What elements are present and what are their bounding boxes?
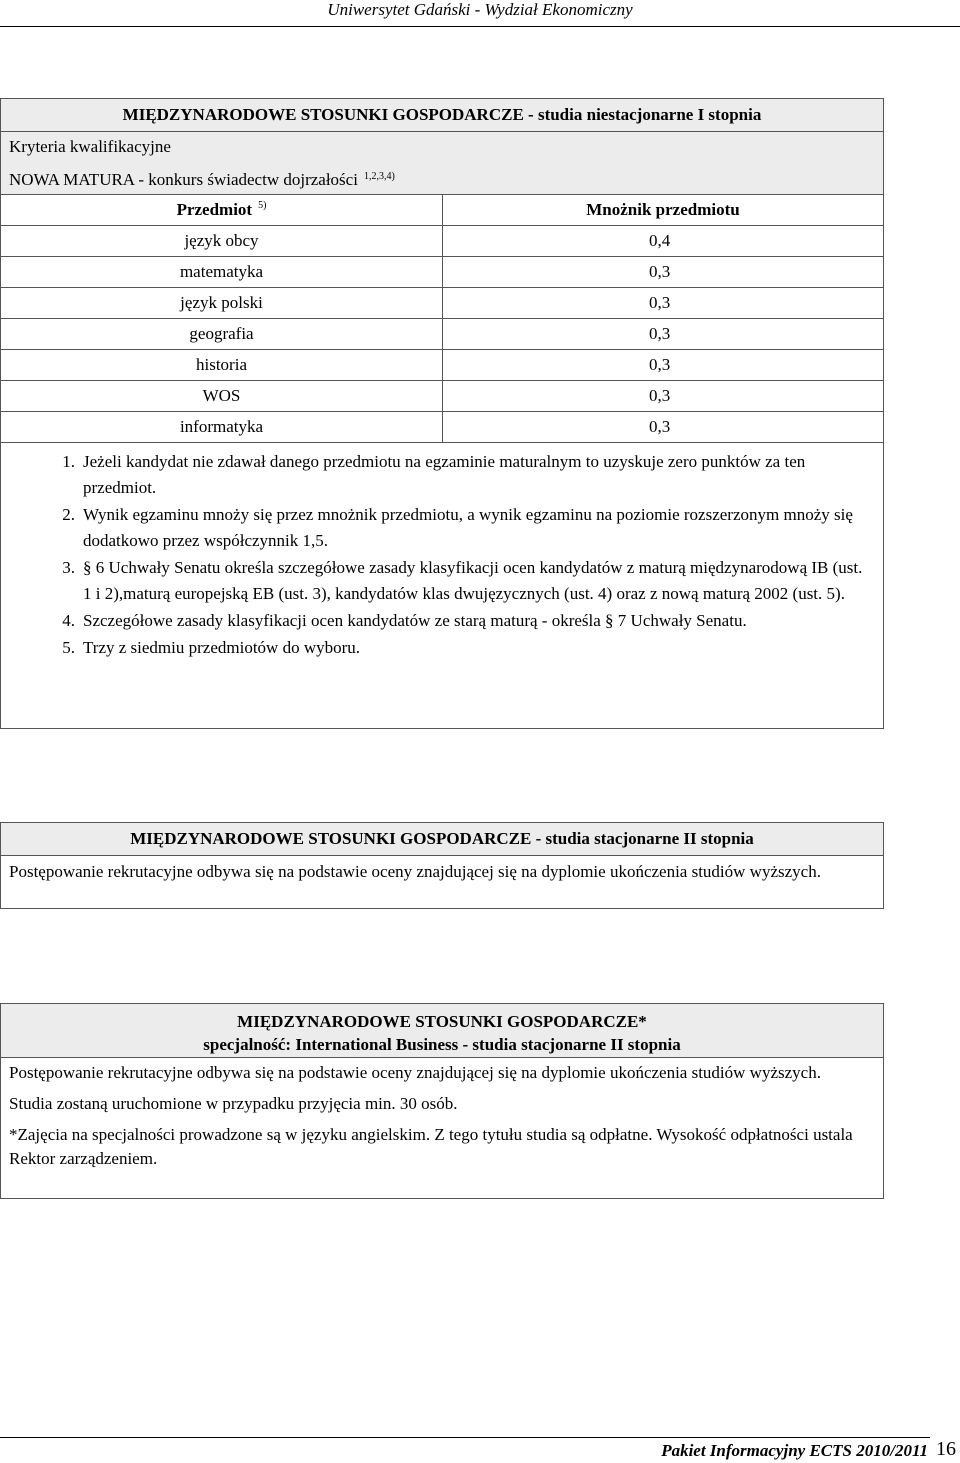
subject-cell: geografia xyxy=(1,319,443,350)
section-international-business xyxy=(0,1003,884,1199)
multiplier-cell: 0,3 xyxy=(443,381,884,412)
matura-footnotes: 1,2,3,4) xyxy=(363,171,395,182)
paragraph: *Zajęcia na specjalności prowadzone są w języku angielskim. Z tego tytułu studia są odpłatne. Wysokość odpłatności ustala Rektor zarządzeniem. xyxy=(9,1125,853,1168)
subject-cell: historia xyxy=(1,350,443,381)
paragraph: Studia zostaną uruchomione w przypadku przyjęcia min. 30 osób. xyxy=(9,1094,458,1113)
institution-name: Uniwersytet Gdański - Wydział Ekonomiczny xyxy=(327,0,633,19)
section-niestacjonarne-i-stopnia xyxy=(0,98,884,729)
table-row xyxy=(1,257,883,288)
multiplier-cell: 0,3 xyxy=(443,288,884,319)
page-header xyxy=(0,0,960,27)
section-title: MIĘDZYNARODOWE STOSUNKI GOSPODARCZE - studia niestacjonarne I stopnia xyxy=(1,99,883,132)
multiplier-cell: 0,3 xyxy=(443,350,884,381)
title-line-1: MIĘDZYNARODOWE STOSUNKI GOSPODARCZE* xyxy=(237,1012,647,1031)
section-title xyxy=(1,1004,883,1058)
footnote-item: 2. Wynik egzaminu mnoży się przez mnożnik przedmiotu, a wynik egzaminu na poziomie rozszerzonym mnoży się dodatkowo przez współczynnik 1,5. xyxy=(62,505,853,550)
footnote-item: 4. Szczegółowe zasady klasyfikacji ocen kandydatów ze starą maturą - określa § 7 Uchwały Senatu. xyxy=(62,611,747,630)
footer-title: Pakiet Informacyjny ECTS 2010/2011 xyxy=(661,1441,928,1460)
criteria-label: Kryteria kwalifikacyjne xyxy=(9,137,171,156)
multiplier-cell: 0,4 xyxy=(443,226,884,257)
table-row xyxy=(1,350,883,381)
footnote-item: 5. Trzy z siedmiu przedmiotów do wyboru. xyxy=(62,638,361,657)
section-title: MIĘDZYNARODOWE STOSUNKI GOSPODARCZE - studia stacjonarne II stopnia xyxy=(1,823,883,856)
criteria-block xyxy=(1,132,883,195)
section-body xyxy=(1,1058,883,1171)
page-number: 16 xyxy=(936,1438,956,1460)
subject-cell: język polski xyxy=(1,288,443,319)
table-row xyxy=(1,412,883,443)
table-row xyxy=(1,288,883,319)
footnote-item: 3. § 6 Uchwały Senatu określa szczegółowe zasady klasyfikacji ocen kandydatów z maturą międzynarodową IB (ust. 1 i 2),maturą europejską EB (ust. 3), kandydatów klas dwujęzycznych (ust. 4) oraz z nową maturą 2002 (ust. 5). xyxy=(62,558,863,603)
multiplier-cell: 0,3 xyxy=(443,257,884,288)
table-header-row xyxy=(1,195,883,226)
footnote-item: 1. Jeżeli kandydat nie zdawał danego przedmiotu na egzaminie maturalnym to uzyskuje zero punktów za ten przedmiot. xyxy=(62,452,806,497)
table-row xyxy=(1,381,883,412)
subject-cell: WOS xyxy=(1,381,443,412)
col-multiplier-header: Mnożnik przedmiotu xyxy=(443,195,884,226)
multiplier-cell: 0,3 xyxy=(443,412,884,443)
subject-cell: język obcy xyxy=(1,226,443,257)
footnotes-list xyxy=(1,443,883,661)
section-body: Postępowanie rekrutacyjne odbywa się na podstawie oceny znajdującej się na dyplomie ukończenia studiów wyższych. xyxy=(9,862,821,881)
col-subject-header: Przedmiot $^{5)}$ xyxy=(1,195,443,226)
paragraph: Postępowanie rekrutacyjne odbywa się na podstawie oceny znajdującej się na dyplomie ukończenia studiów wyższych. xyxy=(9,1063,821,1082)
subject-cell: matematyka xyxy=(1,257,443,288)
subject-table xyxy=(1,195,883,443)
subject-cell: informatyka xyxy=(1,412,443,443)
title-line-2: specjalność: International Business - studia stacjonarne II stopnia xyxy=(203,1035,681,1054)
table-row xyxy=(1,319,883,350)
footer-divider xyxy=(0,1437,930,1438)
multiplier-cell: 0,3 xyxy=(443,319,884,350)
section-stacjonarne-ii-stopnia xyxy=(0,822,884,909)
table-row xyxy=(1,226,883,257)
matura-label: NOWA MATURA - konkurs świadectw dojrzałości $^{1,2,3,4)}$ xyxy=(9,170,395,189)
